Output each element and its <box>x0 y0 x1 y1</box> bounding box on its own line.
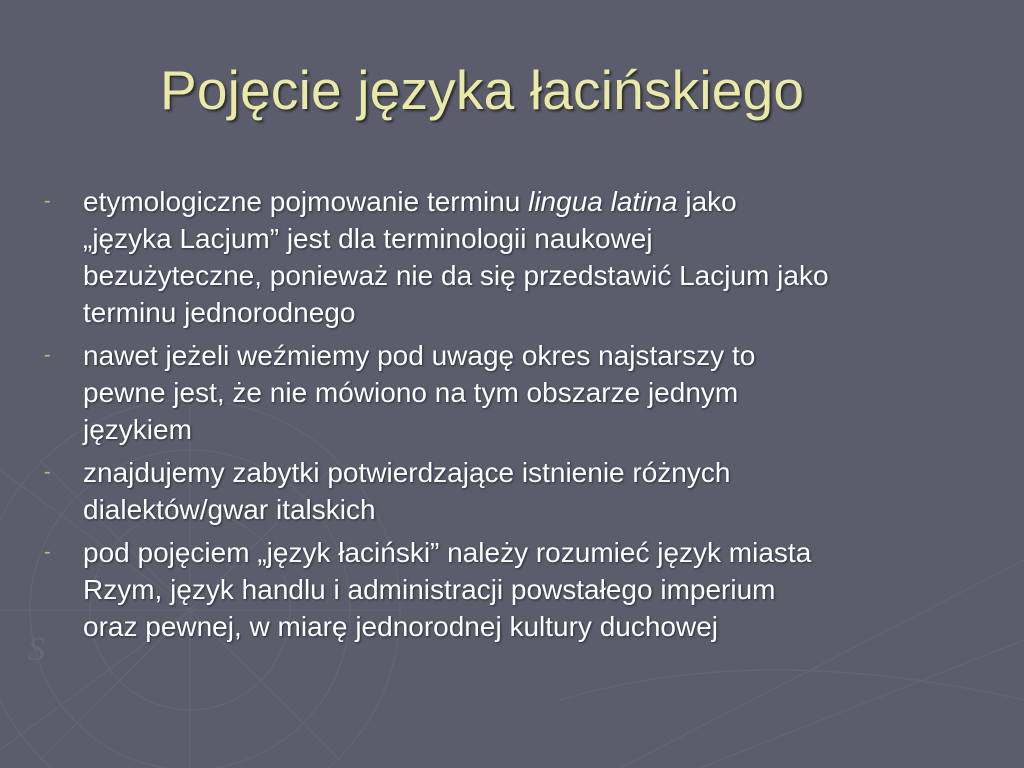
bullet-marker: - <box>44 344 51 366</box>
bullet-item <box>44 337 984 448</box>
slide-title: Pojęcie języka łacińskiego <box>160 59 805 121</box>
bullet-line: pod pojęciem „język łaciński” należy rozumieć język miasta <box>83 537 812 568</box>
bullet-line: nawet jeżeli weźmiemy pod uwagę okres najstarszy to <box>83 340 756 371</box>
bullet-text: jako <box>677 186 737 217</box>
bullet-line: „języka Lacjum” jest dla terminologii naukowej <box>83 223 653 254</box>
bullet-line: terminu jednorodnego <box>83 297 356 328</box>
svg-text:S: S <box>28 631 45 668</box>
bullet-line: Rzym, język handlu i administracji powstałego imperium <box>83 574 776 605</box>
bullet-item <box>44 534 984 645</box>
bullet-italic-term: lingua latina <box>528 186 678 217</box>
bullet-line: pewne jest, że nie mówiono na tym obszarze jednym <box>83 377 739 408</box>
bullet-list <box>44 183 984 651</box>
bullet-text: etymologiczne pojmowanie terminu <box>83 186 529 217</box>
bullet-line: bezużyteczne, ponieważ nie da się przedstawić Lacjum jako <box>83 260 829 291</box>
bullet-item <box>44 454 984 528</box>
bullet-item <box>44 183 984 331</box>
bullet-line <box>83 183 984 220</box>
bullet-marker: - <box>44 541 51 563</box>
bullet-line: dialektów/gwar italskich <box>83 494 376 525</box>
bullet-line: oraz pewnej, w miarę jednorodnej kultury duchowej <box>83 611 719 642</box>
bullet-line: językiem <box>83 414 192 445</box>
bullet-marker: - <box>44 190 51 212</box>
bullet-marker: - <box>44 461 51 483</box>
bullet-line: znajdujemy zabytki potwierdzające istnienie różnych <box>83 457 731 488</box>
